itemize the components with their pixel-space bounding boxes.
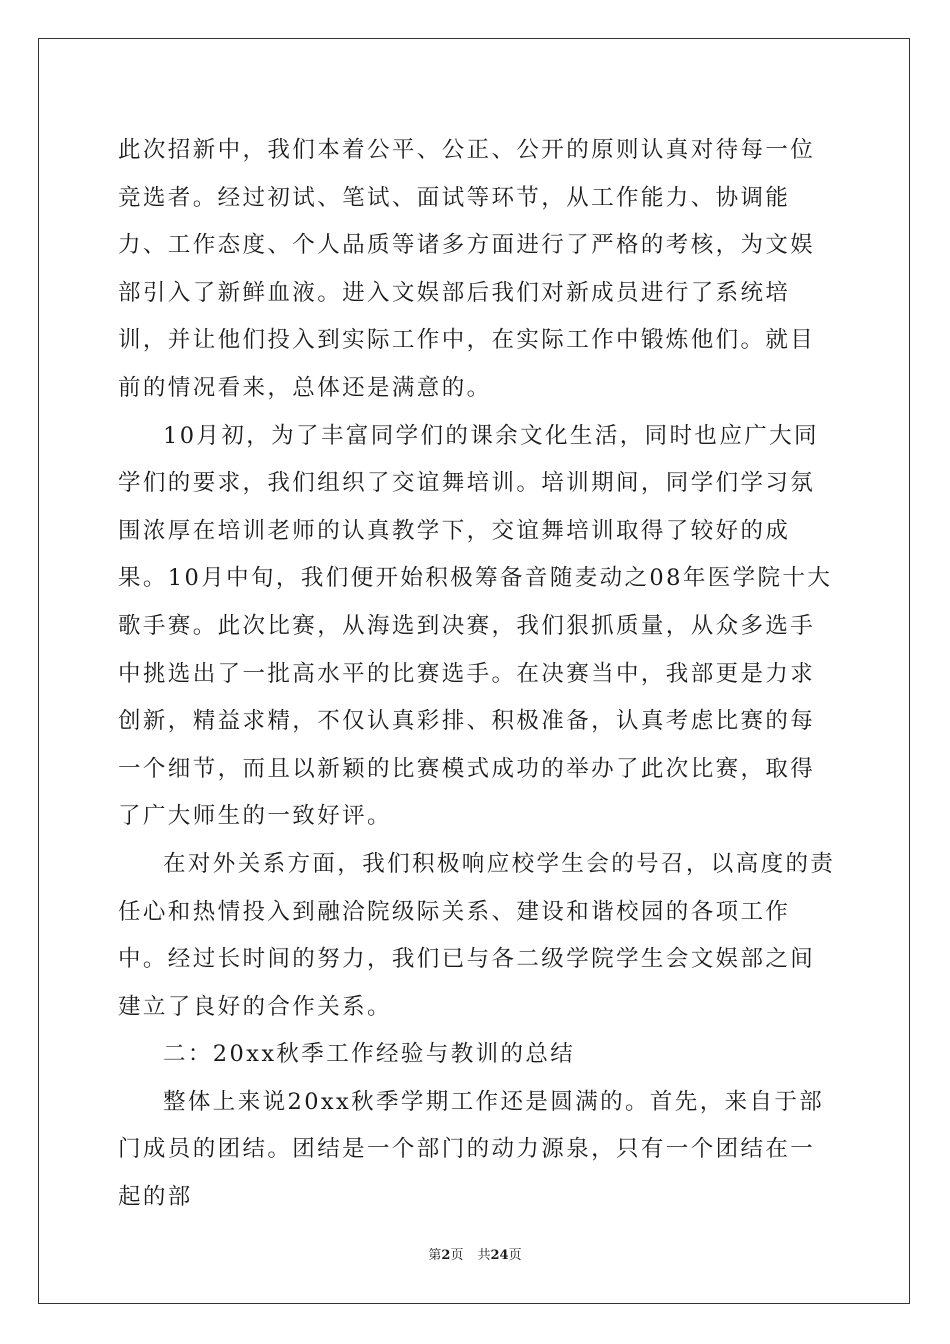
page-prefix: 第 [428, 1248, 442, 1263]
paragraph-external-relations: 在对外关系方面，我们积极响应校学生会的号召，以高度的责任心和热情投入到融洽院级际关系、建设和谐校园的各项工作中。经过长时间的努力，我们已与各二级学院学生会文娱部之间建立了良好的合作关系。 [118, 850, 836, 1020]
total-pages: 24 [490, 1248, 509, 1263]
paragraph-overall-summary: 整体上来说20xx秋季学期工作还是圆满的。首先，来自于部门成员的团结。团结是一个部门的动力源泉，只有一个团结在一起的部 [118, 1088, 825, 1211]
total-prefix: 共 [477, 1248, 491, 1263]
document-body [118, 127, 838, 1222]
page-footer [0, 1247, 950, 1265]
section-heading-summary: 二：20xx秋季工作经验与教训的总结 [163, 1041, 576, 1068]
paragraph-october-activities: 10月初，为了丰富同学们的课余文化生活，同时也应广大同学们的要求，我们组织了交谊舞培训。培训期间，同学们学习氛围浓厚在培训老师的认真教学下，交谊舞培训取得了较好的成果。10月中旬，我们便开始积极筹备音随麦动之08年医学院十大歌手赛。此次比赛，从海选到决赛，我们狠抓质量，从众多选手中挑选出了一批高水平的比赛选手。在决赛当中，我部更是力求创新，精益求精，不仅认真彩排、积极准备，认真考虑比赛的每一个细节，而且以新颖的比赛模式成功的举办了此次比赛，取得了广大师生的一致好评。 [118, 422, 833, 830]
paragraph-recruitment: 此次招新中，我们本着公平、公正、公开的原则认真对待每一位竞选者。经过初试、笔试、面试等环节，从工作能力、协调能力、工作态度、个人品质等诸多方面进行了严格的考核，为文娱部引入了新鲜血液。进入文娱部后我们对新成员进行了系统培训，并让他们投入到实际工作中，在实际工作中锻炼他们。就目前的情况看来，总体还是满意的。 [118, 137, 816, 401]
page-suffix: 页 [450, 1248, 464, 1263]
total-suffix: 页 [508, 1248, 522, 1263]
page-number: 2 [441, 1248, 451, 1263]
